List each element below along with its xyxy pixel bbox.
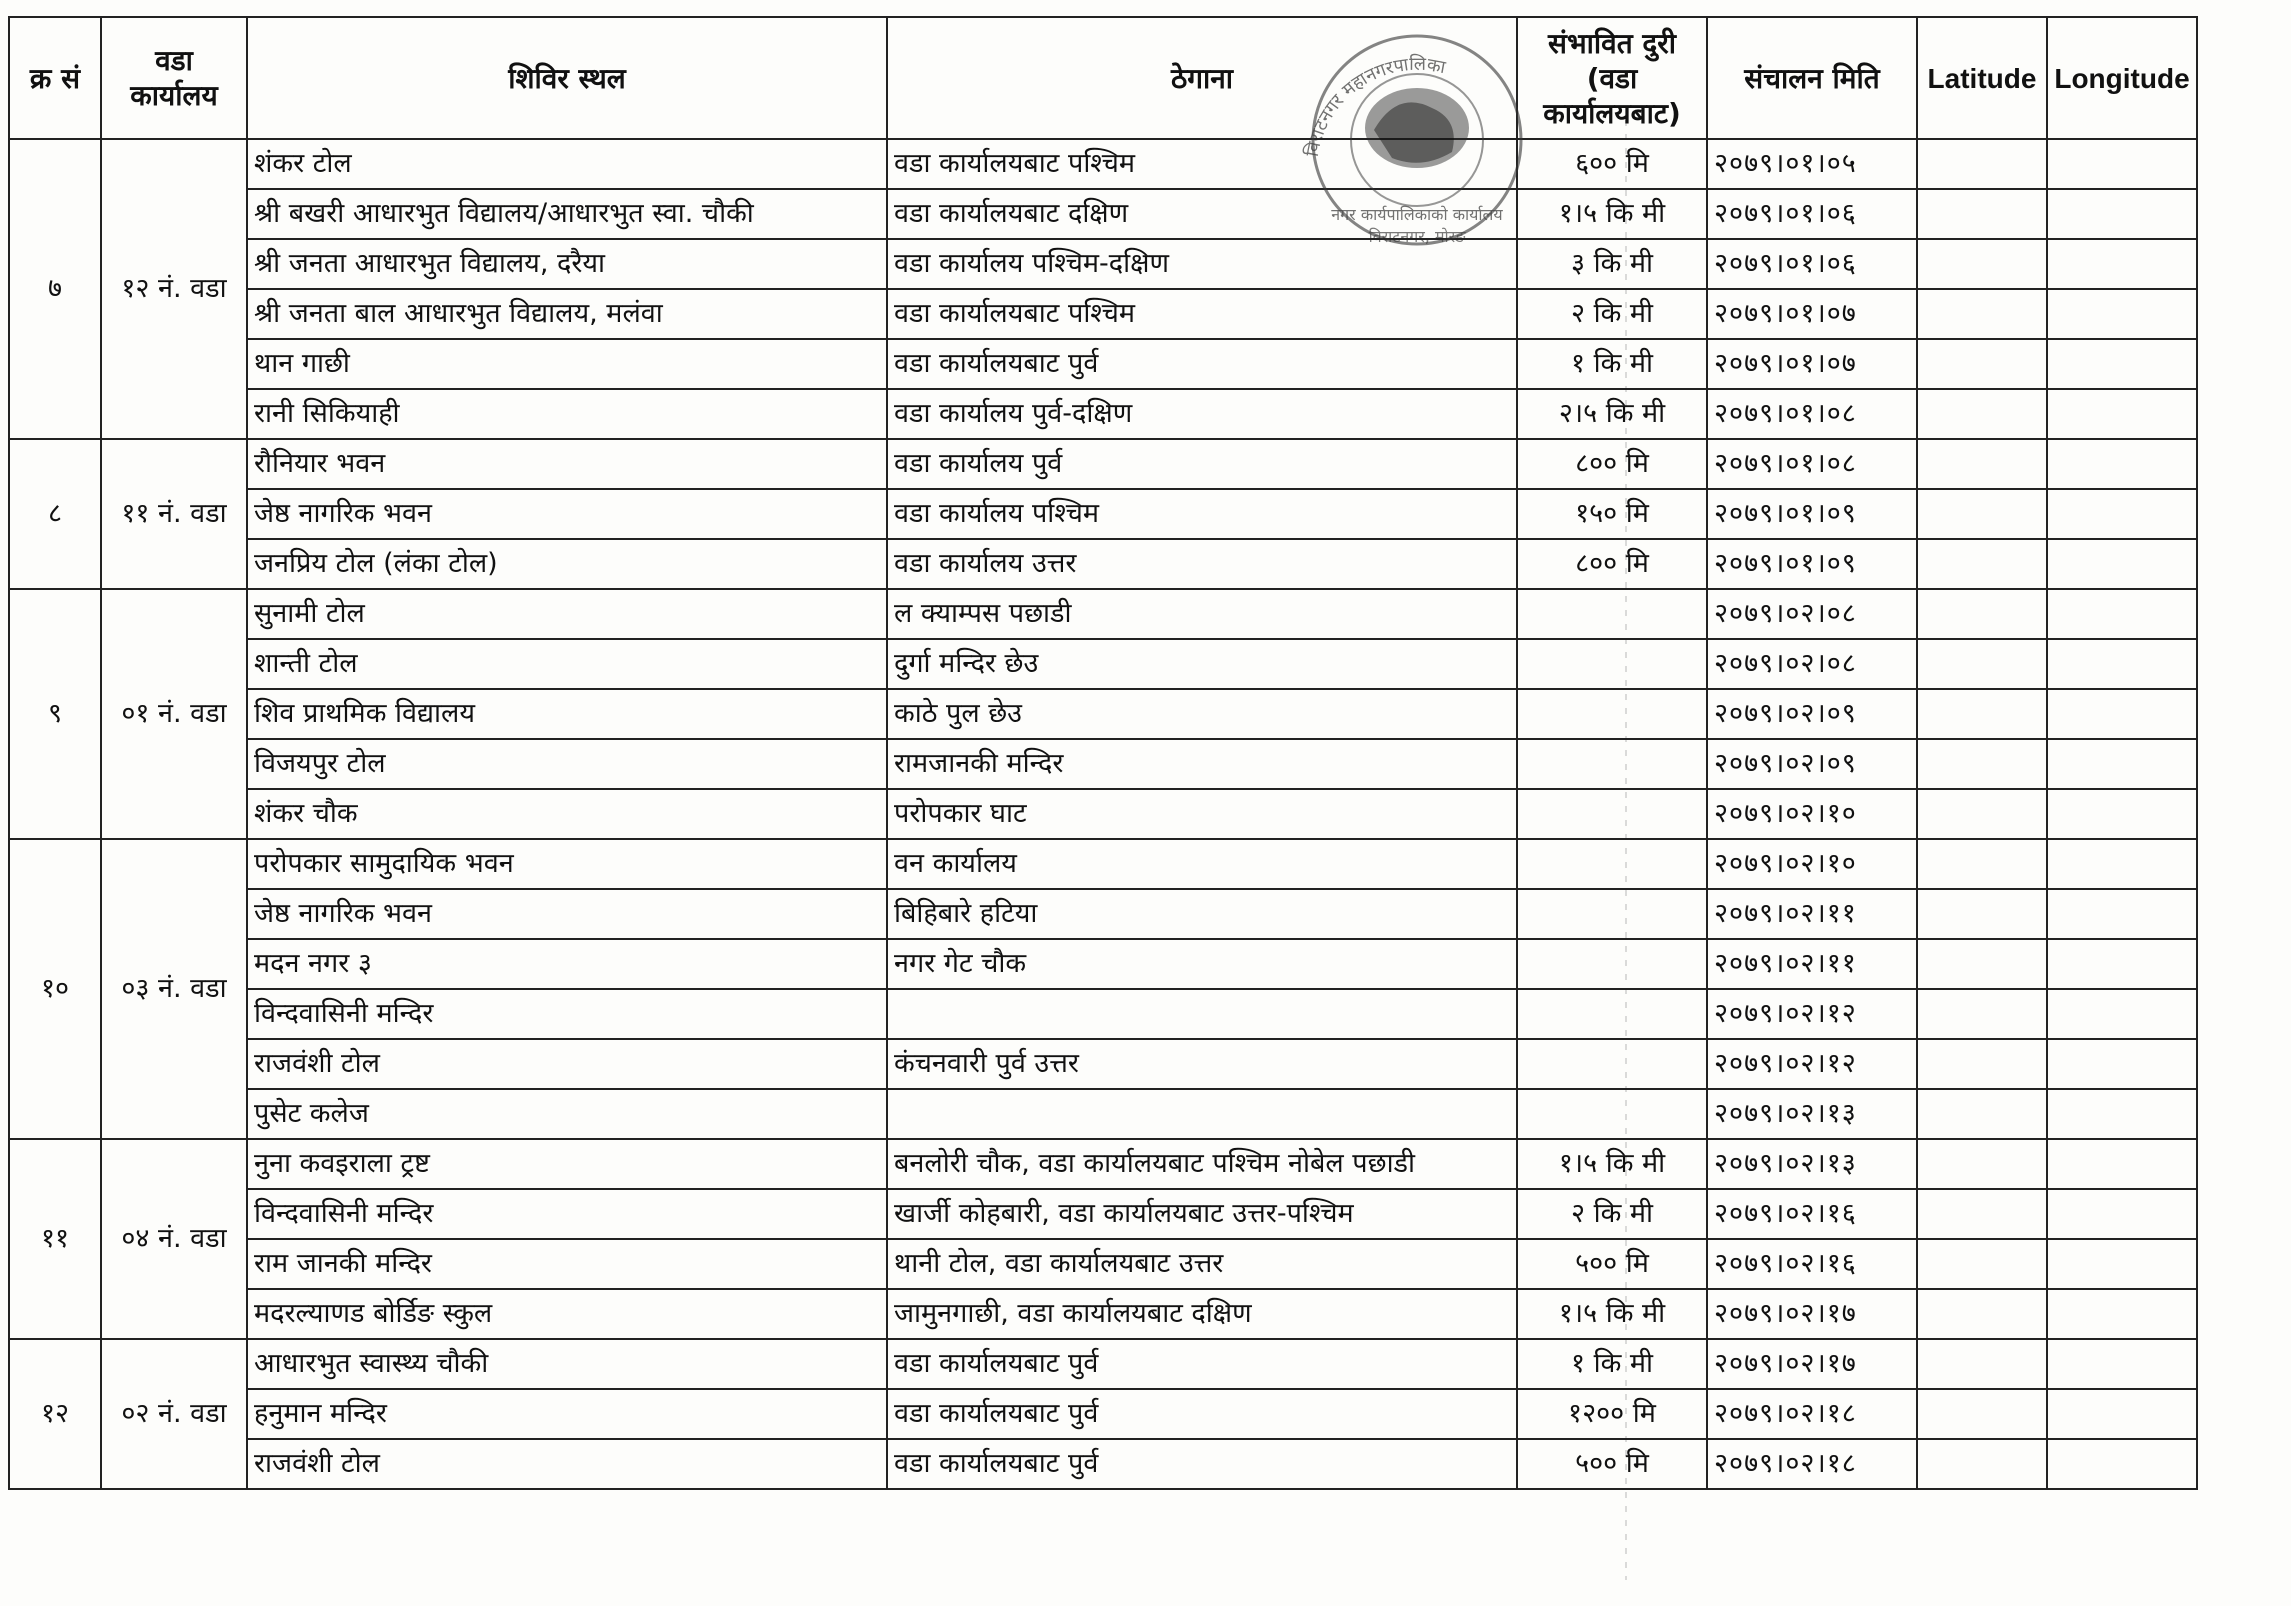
latitude-cell xyxy=(1917,439,2047,489)
date-cell: २०७९।०१।०६ xyxy=(1707,239,1917,289)
camp-site-cell: रानी सिकियाही xyxy=(247,389,887,439)
latitude-cell xyxy=(1917,239,2047,289)
address-cell: वडा कार्यालयबाट पुर्व xyxy=(887,1339,1517,1389)
date-cell: २०७९।०२।१७ xyxy=(1707,1289,1917,1339)
longitude-cell xyxy=(2047,889,2197,939)
latitude-cell xyxy=(1917,1039,2047,1089)
camp-site-cell: थान गाछी xyxy=(247,339,887,389)
camp-site-cell: राम जानकी मन्दिर xyxy=(247,1239,887,1289)
address-cell: थानी टोल, वडा कार्यालयबाट उत्तर xyxy=(887,1239,1517,1289)
camp-site-cell: श्री जनता आधारभुत विद्यालय, दरैया xyxy=(247,239,887,289)
latitude-cell xyxy=(1917,339,2047,389)
distance-cell: ८०० मि xyxy=(1517,539,1707,589)
camp-site-cell: शिव प्राथमिक विद्यालय xyxy=(247,689,887,739)
longitude-cell xyxy=(2047,1289,2197,1339)
longitude-cell xyxy=(2047,789,2197,839)
header-latitude: Latitude xyxy=(1917,17,2047,139)
date-cell: २०७९।०२।१६ xyxy=(1707,1239,1917,1289)
table-row xyxy=(9,439,2197,489)
distance-cell: १ कि मी xyxy=(1517,339,1707,389)
latitude-cell xyxy=(1917,539,2047,589)
camp-site-cell: श्री बखरी आधारभुत विद्यालय/आधारभुत स्वा. चौकी xyxy=(247,189,887,239)
distance-cell: १।५ कि मी xyxy=(1517,189,1707,239)
table-row xyxy=(9,1289,2197,1339)
table-row xyxy=(9,839,2197,889)
distance-cell: ३ कि मी xyxy=(1517,239,1707,289)
seal-place-text: विराटनगर, मोरङ xyxy=(1368,227,1466,246)
seal-outer-text: विराटनगर महानगरपालिका xyxy=(1301,53,1448,159)
table-row xyxy=(9,239,2197,289)
group-ward-cell: १२ नं. वडा xyxy=(101,139,247,439)
table-row xyxy=(9,539,2197,589)
longitude-cell xyxy=(2047,639,2197,689)
header-camp-site: शिविर स्थल xyxy=(247,17,887,139)
longitude-cell xyxy=(2047,139,2197,189)
table-row xyxy=(9,139,2197,189)
longitude-cell xyxy=(2047,1039,2197,1089)
group-serial-cell: १२ xyxy=(9,1339,101,1489)
longitude-cell xyxy=(2047,1339,2197,1389)
latitude-cell xyxy=(1917,889,2047,939)
header-address: ठेगाना xyxy=(887,17,1517,139)
latitude-cell xyxy=(1917,589,2047,639)
distance-cell: २ कि मी xyxy=(1517,1189,1707,1239)
table-row xyxy=(9,689,2197,739)
table-row xyxy=(9,1039,2197,1089)
camp-schedule-table xyxy=(8,16,2198,1490)
distance-cell xyxy=(1517,1089,1707,1139)
table-row xyxy=(9,1389,2197,1439)
distance-cell: ६०० मि xyxy=(1517,139,1707,189)
camp-site-cell: जनप्रिय टोल (लंका टोल) xyxy=(247,539,887,589)
distance-cell xyxy=(1517,789,1707,839)
group-serial-cell: ११ xyxy=(9,1139,101,1339)
group-ward-cell: ०२ नं. वडा xyxy=(101,1339,247,1489)
camp-site-cell: विन्दवासिनी मन्दिर xyxy=(247,989,887,1039)
longitude-cell xyxy=(2047,839,2197,889)
date-cell: २०७९।०२।०८ xyxy=(1707,589,1917,639)
longitude-cell xyxy=(2047,389,2197,439)
latitude-cell xyxy=(1917,939,2047,989)
address-cell: रामजानकी मन्दिर xyxy=(887,739,1517,789)
distance-cell: ५०० मि xyxy=(1517,1239,1707,1289)
address-cell: कंचनवारी पुर्व उत्तर xyxy=(887,1039,1517,1089)
table-row xyxy=(9,739,2197,789)
group-ward-cell: ०१ नं. वडा xyxy=(101,589,247,839)
distance-cell xyxy=(1517,939,1707,989)
latitude-cell xyxy=(1917,1389,2047,1439)
table-row xyxy=(9,389,2197,439)
address-cell: खार्जी कोहबारी, वडा कार्यालयबाट उत्तर-पश्चिम xyxy=(887,1189,1517,1239)
longitude-cell xyxy=(2047,1139,2197,1189)
table-row xyxy=(9,1339,2197,1389)
longitude-cell xyxy=(2047,339,2197,389)
distance-cell xyxy=(1517,689,1707,739)
table-row xyxy=(9,939,2197,989)
date-cell: २०७९।०१।०५ xyxy=(1707,139,1917,189)
latitude-cell xyxy=(1917,489,2047,539)
distance-cell: २।५ कि मी xyxy=(1517,389,1707,439)
latitude-cell xyxy=(1917,639,2047,689)
camp-site-cell: रौनियार भवन xyxy=(247,439,887,489)
latitude-cell xyxy=(1917,1339,2047,1389)
group-serial-cell: ८ xyxy=(9,439,101,589)
camp-site-cell: राजवंशी टोल xyxy=(247,1039,887,1089)
table-row xyxy=(9,1239,2197,1289)
address-cell: बनलोरी चौक, वडा कार्यालयबाट पश्चिम नोबेल पछाडी xyxy=(887,1139,1517,1189)
longitude-cell xyxy=(2047,689,2197,739)
address-cell: वडा कार्यालयबाट पुर्व xyxy=(887,339,1517,389)
table-row xyxy=(9,889,2197,939)
longitude-cell xyxy=(2047,1239,2197,1289)
distance-cell xyxy=(1517,589,1707,639)
date-cell: २०७९।०१।०८ xyxy=(1707,439,1917,489)
address-cell: वडा कार्यालय पश्चिम-दक्षिण xyxy=(887,239,1517,289)
latitude-cell xyxy=(1917,1439,2047,1489)
table-body xyxy=(9,139,2197,1489)
header-distance: संभावित दुरी (वडा कार्यालयबाट) xyxy=(1517,17,1707,139)
distance-cell: १।५ कि मी xyxy=(1517,1139,1707,1189)
address-cell: वडा कार्यालयबाट पुर्व xyxy=(887,1389,1517,1439)
table-row xyxy=(9,339,2197,389)
date-cell: २०७९।०२।१३ xyxy=(1707,1139,1917,1189)
group-serial-cell: ७ xyxy=(9,139,101,439)
distance-cell xyxy=(1517,1039,1707,1089)
distance-cell: २ कि मी xyxy=(1517,289,1707,339)
longitude-cell xyxy=(2047,489,2197,539)
latitude-cell xyxy=(1917,839,2047,889)
longitude-cell xyxy=(2047,989,2197,1039)
longitude-cell xyxy=(2047,1189,2197,1239)
camp-site-cell: परोपकार सामुदायिक भवन xyxy=(247,839,887,889)
date-cell: २०७९।०२।१३ xyxy=(1707,1089,1917,1139)
longitude-cell xyxy=(2047,1089,2197,1139)
date-cell: २०७९।०२।११ xyxy=(1707,889,1917,939)
table-row xyxy=(9,589,2197,639)
date-cell: २०७९।०२।११ xyxy=(1707,939,1917,989)
table-row xyxy=(9,989,2197,1039)
date-cell: २०७९।०१।०९ xyxy=(1707,489,1917,539)
longitude-cell xyxy=(2047,589,2197,639)
distance-cell xyxy=(1517,839,1707,889)
date-cell: २०७९।०१।०८ xyxy=(1707,389,1917,439)
latitude-cell xyxy=(1917,989,2047,1039)
address-cell: परोपकार घाट xyxy=(887,789,1517,839)
camp-site-cell: नुना कवइराला ट्रष्ट xyxy=(247,1139,887,1189)
date-cell: २०७९।०२।१२ xyxy=(1707,989,1917,1039)
date-cell: २०७९।०१।०७ xyxy=(1707,289,1917,339)
date-cell: २०७९।०१।०६ xyxy=(1707,189,1917,239)
distance-cell: १५० मि xyxy=(1517,489,1707,539)
longitude-cell xyxy=(2047,539,2197,589)
longitude-cell xyxy=(2047,1389,2197,1439)
latitude-cell xyxy=(1917,1139,2047,1189)
latitude-cell xyxy=(1917,139,2047,189)
camp-site-cell: मदन नगर ३ xyxy=(247,939,887,989)
address-cell: वडा कार्यालय पुर्व-दक्षिण xyxy=(887,389,1517,439)
latitude-cell xyxy=(1917,189,2047,239)
distance-cell: १।५ कि मी xyxy=(1517,1289,1707,1339)
camp-site-cell: जेष्ठ नागरिक भवन xyxy=(247,489,887,539)
address-cell: वडा कार्यालयबाट पश्चिम xyxy=(887,289,1517,339)
date-cell: २०७९।०२।१६ xyxy=(1707,1189,1917,1239)
latitude-cell xyxy=(1917,1189,2047,1239)
address-cell: वडा कार्यालयबाट पुर्व xyxy=(887,1439,1517,1489)
camp-site-cell: हनुमान मन्दिर xyxy=(247,1389,887,1439)
latitude-cell xyxy=(1917,789,2047,839)
date-cell: २०७९।०१।०७ xyxy=(1707,339,1917,389)
group-ward-cell: ११ नं. वडा xyxy=(101,439,247,589)
camp-site-cell: विन्दवासिनी मन्दिर xyxy=(247,1189,887,1239)
address-cell: दुर्गा मन्दिर छेउ xyxy=(887,639,1517,689)
address-cell: ल क्याम्पस पछाडी xyxy=(887,589,1517,639)
longitude-cell xyxy=(2047,189,2197,239)
group-ward-cell: ०३ नं. वडा xyxy=(101,839,247,1139)
group-serial-cell: ९ xyxy=(9,589,101,839)
address-cell xyxy=(887,989,1517,1039)
latitude-cell xyxy=(1917,289,2047,339)
distance-cell xyxy=(1517,639,1707,689)
camp-site-cell: शंकर चौक xyxy=(247,789,887,839)
latitude-cell xyxy=(1917,1089,2047,1139)
distance-cell: १२०० मि xyxy=(1517,1389,1707,1439)
camp-site-cell: राजवंशी टोल xyxy=(247,1439,887,1489)
table-row xyxy=(9,489,2197,539)
camp-site-cell: सुनामी टोल xyxy=(247,589,887,639)
latitude-cell xyxy=(1917,389,2047,439)
date-cell: २०७९।०२।०८ xyxy=(1707,639,1917,689)
table-row xyxy=(9,789,2197,839)
camp-site-cell: जेष्ठ नागरिक भवन xyxy=(247,889,887,939)
table-row xyxy=(9,189,2197,239)
address-cell: बिहिबारे हटिया xyxy=(887,889,1517,939)
camp-site-cell: पुसेट कलेज xyxy=(247,1089,887,1139)
camp-site-cell: विजयपुर टोल xyxy=(247,739,887,789)
date-cell: २०७९।०२।०९ xyxy=(1707,689,1917,739)
table-row xyxy=(9,639,2197,689)
date-cell: २०७९।०२।१८ xyxy=(1707,1389,1917,1439)
address-cell: वन कार्यालय xyxy=(887,839,1517,889)
header-ward-office: वडा कार्यालय xyxy=(101,17,247,139)
latitude-cell xyxy=(1917,739,2047,789)
seal-inner-text: नगर कार्यपालिकाको कार्यालय xyxy=(1331,205,1503,224)
camp-site-cell: आधारभुत स्वास्थ्य चौकी xyxy=(247,1339,887,1389)
address-cell: वडा कार्यालयबाट दक्षिण xyxy=(887,189,1517,239)
table-row xyxy=(9,1189,2197,1239)
longitude-cell xyxy=(2047,439,2197,489)
address-cell: काठे पुल छेउ xyxy=(887,689,1517,739)
distance-cell: ८०० मि xyxy=(1517,439,1707,489)
table-row xyxy=(9,1089,2197,1139)
latitude-cell xyxy=(1917,1239,2047,1289)
address-cell: वडा कार्यालयबाट पश्चिम xyxy=(887,139,1517,189)
camp-site-cell: मदरल्याणड बोर्डिङ स्कुल xyxy=(247,1289,887,1339)
date-cell: २०७९।०२।१२ xyxy=(1707,1039,1917,1089)
address-cell: वडा कार्यालय पश्चिम xyxy=(887,489,1517,539)
date-cell: २०७९।०२।०९ xyxy=(1707,739,1917,789)
table-header-row xyxy=(9,17,2197,139)
date-cell: २०७९।०२।१७ xyxy=(1707,1339,1917,1389)
date-cell: २०७९।०१।०९ xyxy=(1707,539,1917,589)
date-cell: २०७९।०२।१० xyxy=(1707,789,1917,839)
group-serial-cell: १० xyxy=(9,839,101,1139)
group-ward-cell: ०४ नं. वडा xyxy=(101,1139,247,1339)
address-cell xyxy=(887,1089,1517,1139)
distance-cell: १ कि मी xyxy=(1517,1339,1707,1389)
municipality-seal-stamp xyxy=(1282,20,1552,250)
header-longitude: Longitude xyxy=(2047,17,2197,139)
date-cell: २०७९।०२।१८ xyxy=(1707,1439,1917,1489)
longitude-cell xyxy=(2047,1439,2197,1489)
camp-site-cell: शंकर टोल xyxy=(247,139,887,189)
table-row xyxy=(9,1139,2197,1189)
camp-site-cell: श्री जनता बाल आधारभुत विद्यालय, मलंवा xyxy=(247,289,887,339)
distance-cell xyxy=(1517,989,1707,1039)
camp-site-cell: शान्ती टोल xyxy=(247,639,887,689)
header-date: संचालन मिति xyxy=(1707,17,1917,139)
address-cell: वडा कार्यालय पुर्व xyxy=(887,439,1517,489)
date-cell: २०७९।०२।१० xyxy=(1707,839,1917,889)
address-cell: वडा कार्यालय उत्तर xyxy=(887,539,1517,589)
distance-cell: ५०० मि xyxy=(1517,1439,1707,1489)
latitude-cell xyxy=(1917,689,2047,739)
table-row xyxy=(9,1439,2197,1489)
header-serial: क्र सं xyxy=(9,17,101,139)
table-row xyxy=(9,289,2197,339)
address-cell: नगर गेट चौक xyxy=(887,939,1517,989)
distance-cell xyxy=(1517,739,1707,789)
longitude-cell xyxy=(2047,739,2197,789)
longitude-cell xyxy=(2047,239,2197,289)
distance-cell xyxy=(1517,889,1707,939)
longitude-cell xyxy=(2047,289,2197,339)
longitude-cell xyxy=(2047,939,2197,989)
address-cell: जामुनगाछी, वडा कार्यालयबाट दक्षिण xyxy=(887,1289,1517,1339)
latitude-cell xyxy=(1917,1289,2047,1339)
